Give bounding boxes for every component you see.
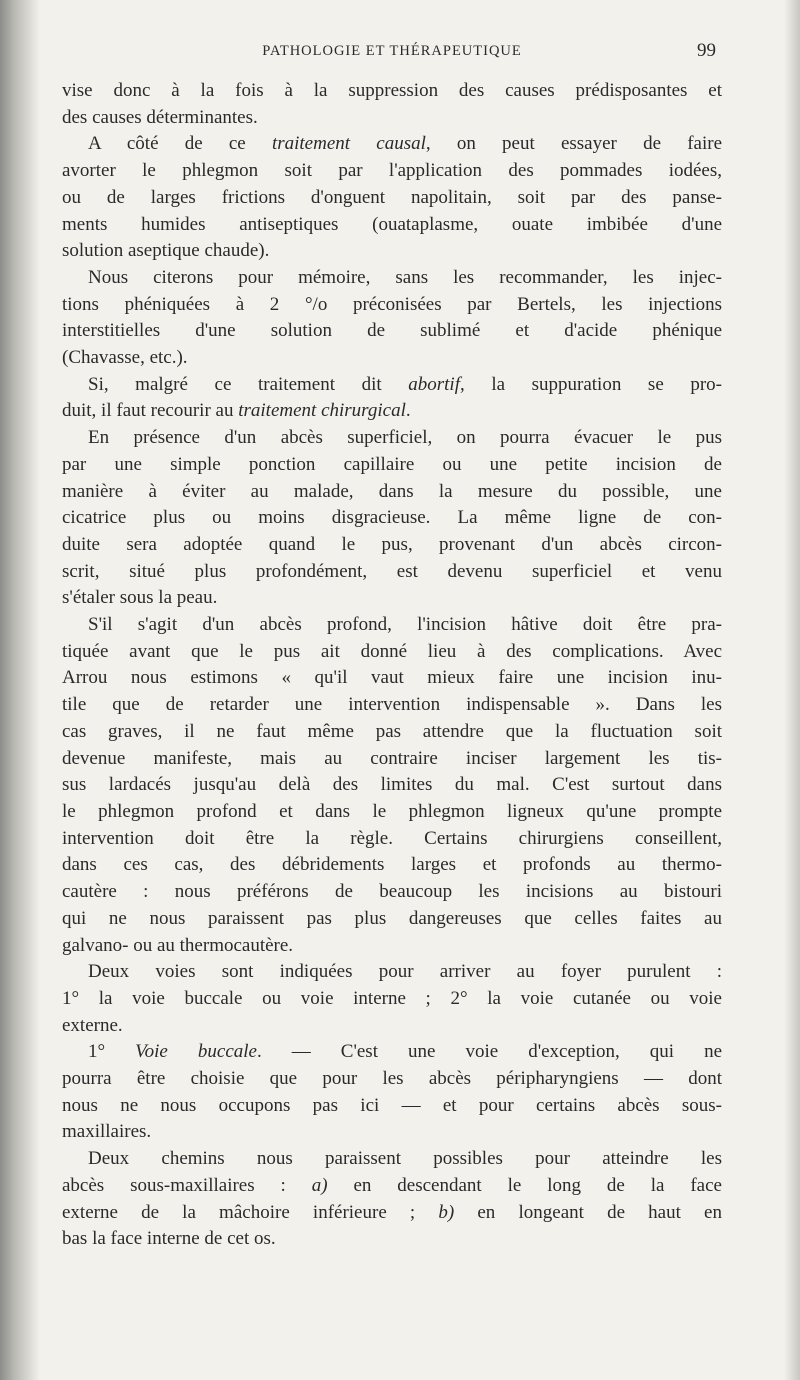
text-line: cicatrice plus ou moins disgracieuse. La même ligne de con- xyxy=(62,507,722,529)
text-line: tiquée avant que le pus ait donné lieu à des complications. Avec xyxy=(62,640,722,662)
text-line: le phlegmon profond et dans le phlegmon ligneux qu'une prompte xyxy=(62,800,722,822)
page-binding-shadow xyxy=(0,0,40,1380)
text-line: par une simple ponction capillaire ou une petite incision de xyxy=(62,453,722,475)
paragraph xyxy=(62,265,722,372)
paragraph xyxy=(62,372,722,425)
text-line: tile que de retarder une intervention indispensable ». Dans les xyxy=(62,694,722,716)
text-line: ou de larges frictions d'onguent napolitain, soit par des panse- xyxy=(62,186,722,208)
text-line: En présence d'un abcès superficiel, on pourra évacuer le pus xyxy=(88,427,722,449)
page-number: 99 xyxy=(697,40,716,61)
text-line: Deux chemins nous paraissent possibles pour atteindre les xyxy=(88,1148,722,1170)
text-line: ments humides antiseptiques (ouataplasme, ouate imbibée d'une xyxy=(62,213,722,235)
paragraph xyxy=(62,78,722,131)
text-line: duite sera adoptée quand le pus, provenant d'un abcès circon- xyxy=(62,533,722,555)
text-line: scrit, situé plus profondément, est devenu superficiel et venu xyxy=(62,560,722,582)
text-line: intervention doit être la règle. Certains chirurgiens conseillent, xyxy=(62,827,722,849)
text-line: A côté de ce traitement causal, on peut essayer de faire xyxy=(88,133,723,155)
text-line: Nous citerons pour mémoire, sans les recommander, les injec- xyxy=(88,266,722,288)
text-line: (Chavasse, etc.). xyxy=(62,347,188,369)
text-line: Arrou nous estimons « qu'il vaut mieux faire une incision inu- xyxy=(62,667,722,689)
text-line: dans ces cas, des débridements larges et profonds au thermo- xyxy=(62,854,722,876)
running-title: PATHOLOGIE ET THÉRAPEUTIQUE xyxy=(262,43,522,59)
text-line: Si, malgré ce traitement dit abortif, la suppuration se pro- xyxy=(88,373,723,395)
page-edge-shadow xyxy=(784,0,800,1380)
text-line: bas la face interne de cet os. xyxy=(62,1228,276,1250)
text-line: vise donc à la fois à la suppression des causes prédisposantes et xyxy=(62,80,722,101)
text-line: tions phéniquées à 2 °/o préconisées par Bertels, les injections xyxy=(62,293,722,315)
text-line: des causes déterminantes. xyxy=(62,106,258,128)
page-header xyxy=(62,36,722,66)
text-line: qui ne nous paraissent pas plus dangereuses que celles faites au xyxy=(62,907,722,929)
text-line: galvano- ou au thermocautère. xyxy=(62,934,294,956)
paragraph xyxy=(62,1039,722,1146)
text-line: devenue manifeste, mais au contraire inciser largement les tis- xyxy=(62,747,722,769)
text-line: nous ne nous occupons pas ici — et pour certains abcès sous- xyxy=(62,1094,722,1116)
text-line: 1° Voie buccale. — C'est une voie d'exception, qui ne xyxy=(88,1041,723,1063)
text-line: pourra être choisie que pour les abcès péripharyngiens — dont xyxy=(62,1068,722,1090)
text-line: s'étaler sous la peau. xyxy=(62,587,218,609)
text-line: interstitielles d'une solution de sublimé et d'acide phénique xyxy=(62,320,722,342)
body-text xyxy=(62,78,722,1253)
text-line: maxillaires. xyxy=(62,1121,152,1143)
text-line: avorter le phlegmon soit par l'application des pommades iodées, xyxy=(62,160,722,182)
paragraph xyxy=(62,612,722,959)
text-line: externe de la mâchoire inférieure ; b) en longeant de haut en xyxy=(62,1201,722,1223)
text-line: duit, il faut recourir au traitement chirurgical. xyxy=(62,400,411,422)
text-line: S'il s'agit d'un abcès profond, l'incision hâtive doit être pra- xyxy=(88,614,722,636)
paragraph xyxy=(62,1146,722,1253)
paragraph xyxy=(62,959,722,1039)
text-line: 1° la voie buccale ou voie interne ; 2° la voie cutanée ou voie xyxy=(62,987,722,1009)
text-line: cas graves, il ne faut même pas attendre que la fluctuation soit xyxy=(62,720,722,742)
text-line: sus lardacés jusqu'au delà des limites du mal. C'est surtout dans xyxy=(62,774,722,796)
text-line: solution aseptique chaude). xyxy=(62,240,270,262)
text-line: externe. xyxy=(62,1014,123,1036)
paragraph xyxy=(62,425,722,612)
text-line: cautère : nous préférons de beaucoup les incisions au bistouri xyxy=(62,881,722,903)
paragraph xyxy=(62,131,722,265)
text-line: abcès sous-maxillaires : a) en descendant le long de la face xyxy=(62,1174,722,1196)
text-line: Deux voies sont indiquées pour arriver au foyer purulent : xyxy=(88,961,722,983)
text-line: manière à éviter au malade, dans la mesure du possible, une xyxy=(62,480,722,502)
